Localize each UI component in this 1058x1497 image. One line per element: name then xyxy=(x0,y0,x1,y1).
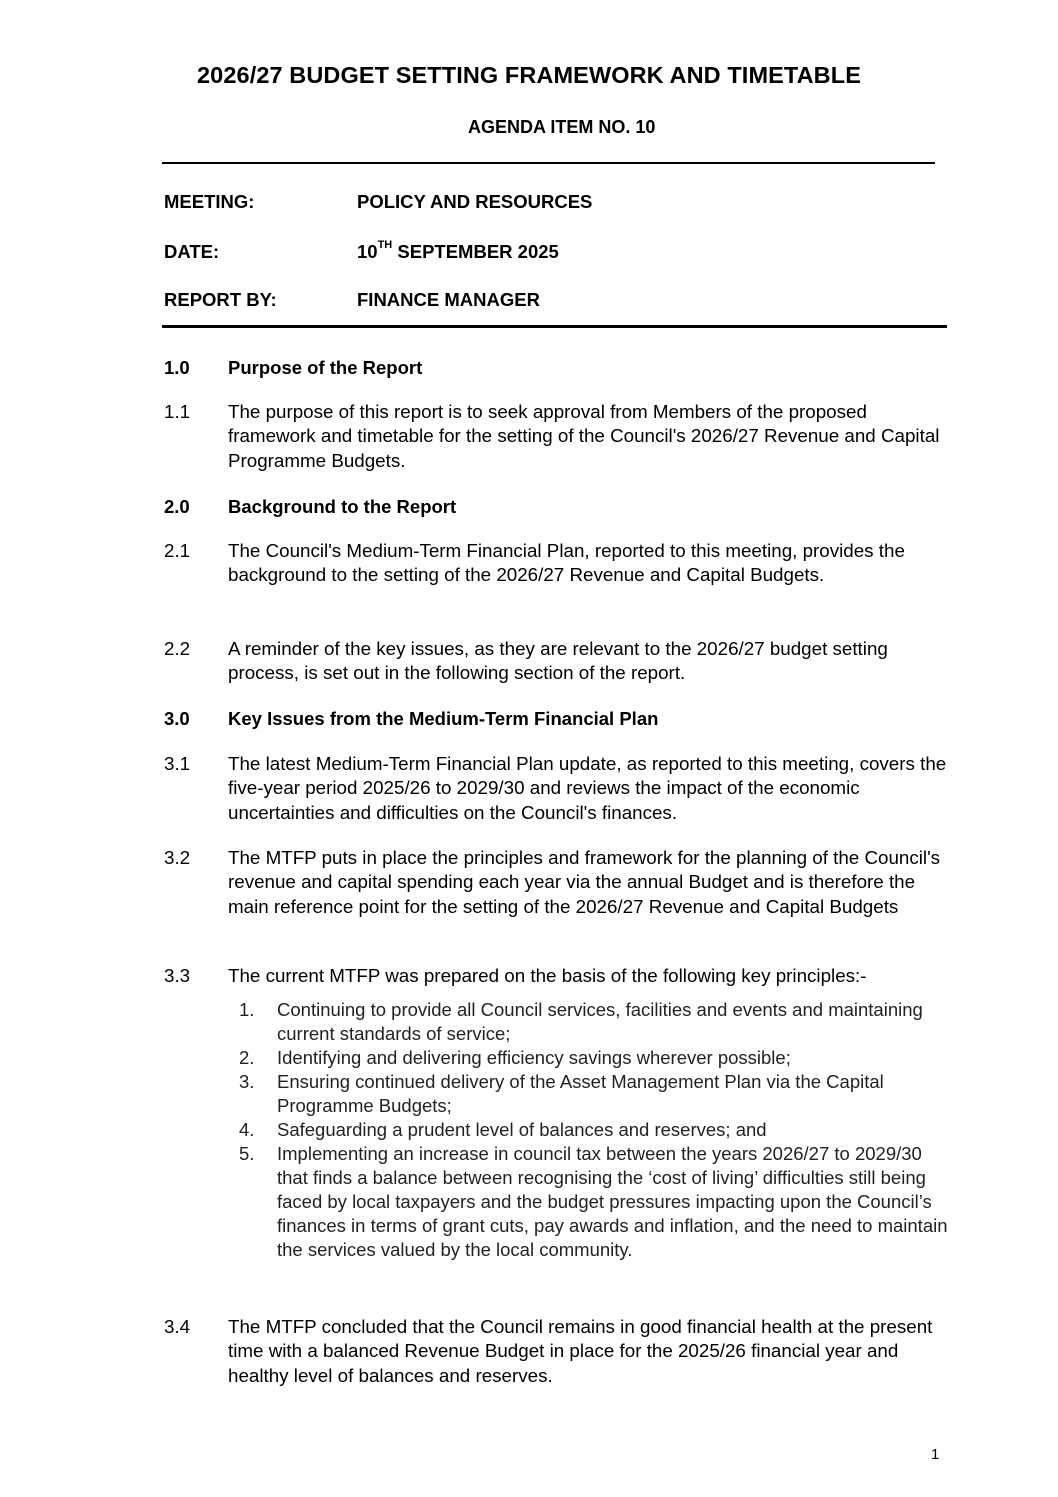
agenda-item-label: AGENDA ITEM NO. 10 xyxy=(468,117,656,137)
section-title: Key Issues from the Medium-Term Financial Plan xyxy=(228,708,659,729)
list-item-text: Safeguarding a prudent level of balances and reserves; and xyxy=(277,1119,767,1140)
paragraph-text: A reminder of the key issues, as they are relevant to the 2026/27 budget setting process, is set out in the following section of the report. xyxy=(228,638,888,684)
meeting-label: MEETING: xyxy=(164,191,255,212)
paragraph-number: 1.1 xyxy=(164,401,191,422)
date-month-year: SEPTEMBER 2025 xyxy=(392,241,559,262)
list-item-number: 5. xyxy=(239,1143,255,1164)
date-day: 10 xyxy=(357,241,378,262)
report-by-label: REPORT BY: xyxy=(164,289,277,310)
paragraph-text: The current MTFP was prepared on the basis of the following key principles:- xyxy=(228,965,867,986)
list-item-text: Ensuring continued delivery of the Asset Management Plan via the Capital Programme Budgets; xyxy=(277,1071,884,1116)
header-top-rule xyxy=(162,162,935,164)
paragraph-number: 2.1 xyxy=(164,540,191,561)
paragraph-text: The latest Medium-Term Financial Plan update, as reported to this meeting, covers the five-year period 2025/26 to 2029/30 and reviews the impact of the economic uncertainties and difficulties on the Council's finances. xyxy=(228,753,947,823)
section-title: Purpose of the Report xyxy=(228,357,423,378)
date-label: DATE: xyxy=(164,241,220,262)
header-bottom-rule xyxy=(162,325,947,328)
date-ordinal-suffix: TH xyxy=(377,239,393,251)
paragraph-number: 3.2 xyxy=(164,847,191,868)
document-title: 2026/27 BUDGET SETTING FRAMEWORK AND TIMETABLE xyxy=(197,62,861,88)
paragraph-number: 3.3 xyxy=(164,965,191,986)
paragraph-number: 3.1 xyxy=(164,753,191,774)
list-item-text: Identifying and delivering efficiency savings wherever possible; xyxy=(277,1047,791,1068)
paragraph-number: 2.2 xyxy=(164,638,191,659)
date-value xyxy=(357,241,559,263)
page-number: 1 xyxy=(931,1446,940,1463)
paragraph-text: The MTFP concluded that the Council remains in good financial health at the present time with a balanced Revenue Budget in place for the 2025/26 financial year and healthy level of balances and reserves. xyxy=(228,1316,933,1386)
list-item-number: 4. xyxy=(239,1119,255,1140)
list-item-number: 3. xyxy=(239,1071,255,1092)
section-number: 1.0 xyxy=(164,357,190,378)
list-item-text: Implementing an increase in council tax between the years 2026/27 to 2029/30 that finds a balance between recognising the ‘cost of living’ difficulties still being faced by local taxpayers and the budget pressures impacting upon the Council’s finances in terms of grant cuts, pay awards and inflation, and the need to maintain the services valued by the local community. xyxy=(277,1143,948,1260)
paragraph-text: The purpose of this report is to seek approval from Members of the proposed framework and timetable for the setting of the Council's 2026/27 Revenue and Capital Programme Budgets. xyxy=(228,401,940,471)
paragraph-number: 3.4 xyxy=(164,1316,191,1337)
report-by-value: FINANCE MANAGER xyxy=(357,289,540,310)
section-number: 2.0 xyxy=(164,496,190,517)
list-item-text: Continuing to provide all Council services, facilities and events and maintaining current standards of service; xyxy=(277,999,923,1044)
list-item-number: 2. xyxy=(239,1047,255,1068)
section-title: Background to the Report xyxy=(228,496,457,517)
list-item-number: 1. xyxy=(239,999,255,1020)
meeting-value: POLICY AND RESOURCES xyxy=(357,191,593,212)
paragraph-text: The Council's Medium-Term Financial Plan, reported to this meeting, provides the background to the setting of the 2026/27 Revenue and Capital Budgets. xyxy=(228,540,905,586)
paragraph-text: The MTFP puts in place the principles and framework for the planning of the Council's revenue and capital spending each year via the annual Budget and is therefore the main reference point for the setting of the 2026/27 Revenue and Capital Budgets xyxy=(228,847,941,917)
section-number: 3.0 xyxy=(164,708,190,729)
